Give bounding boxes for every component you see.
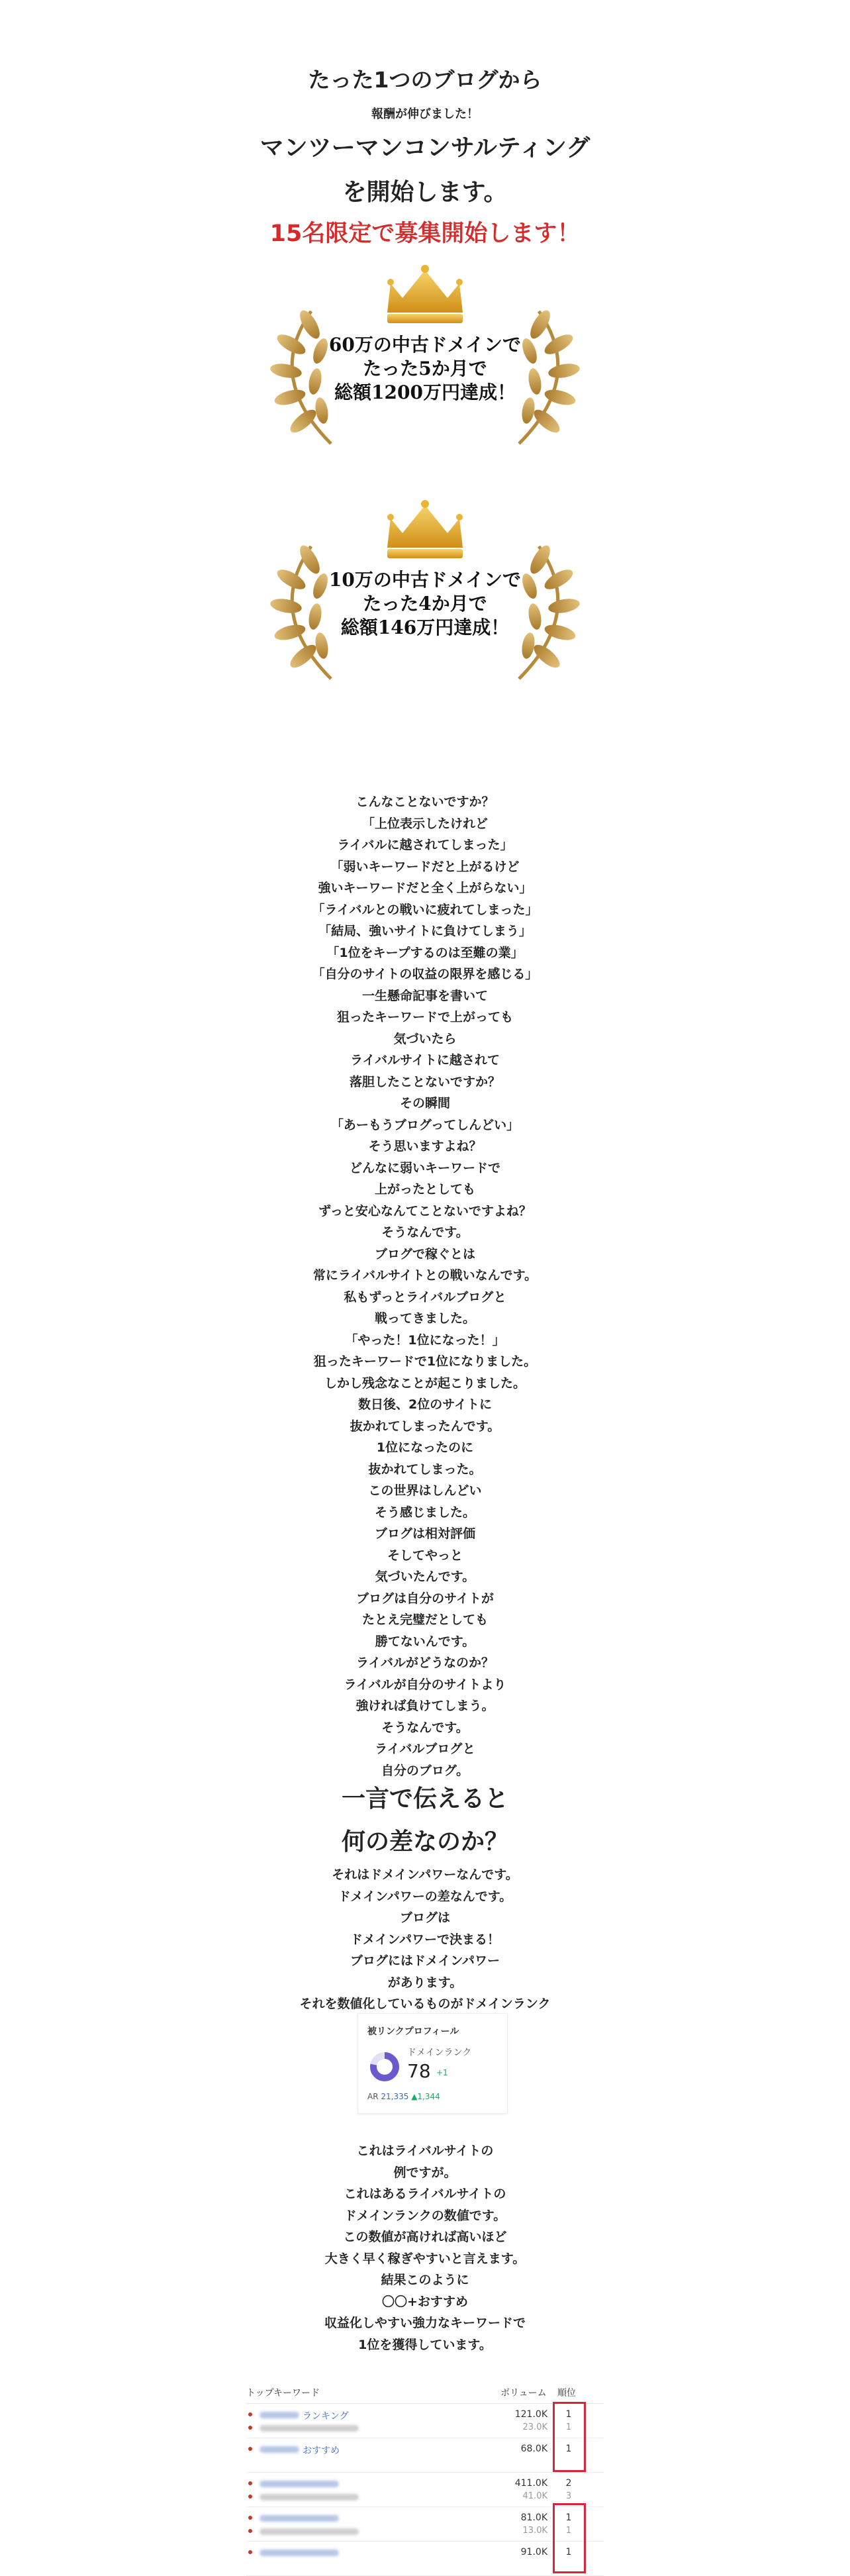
hero-line-2: 報酬が伸びました！ xyxy=(371,107,479,121)
volume-value: 68.0K xyxy=(520,2444,547,2454)
hero-limited-offer: 15名限定で募集開始します！ xyxy=(269,221,581,247)
domain-rank-delta: +1 xyxy=(436,2068,448,2077)
blurred-keyword xyxy=(260,2481,339,2487)
rank-sub-value: 1 xyxy=(565,2422,572,2432)
ar-value: 21,335 xyxy=(381,2092,409,2101)
story-line: 「やった！1位になった！」 xyxy=(345,1332,505,1348)
blurred-keyword xyxy=(260,2528,359,2535)
award-2-text xyxy=(252,568,598,640)
award-badge-1 xyxy=(252,252,598,450)
bullet-icon xyxy=(248,2426,252,2430)
header-volume: ボリューム xyxy=(500,2388,547,2399)
story-line: 抜かれてしまった。 xyxy=(368,1461,482,1477)
table-row xyxy=(246,2542,604,2576)
volume-sub-value: 23.0K xyxy=(522,2422,547,2432)
story-line: そう感じました。 xyxy=(374,1505,475,1520)
bullet-icon xyxy=(248,2412,252,2416)
keyword-text[interactable]: おすすめ xyxy=(303,2446,340,2456)
bullet-icon xyxy=(248,2529,252,2533)
story-line: しかし残念なことが起こりました。 xyxy=(324,1375,526,1391)
award-2-line-3: 総額146万円達成！ xyxy=(340,617,510,638)
ar-delta: ▲1,344 xyxy=(411,2092,440,2101)
bullet-icon xyxy=(248,2516,252,2520)
answer-line: それを数値化しているものがドメインランク xyxy=(299,1997,551,2011)
top-keywords-table xyxy=(246,2381,604,2576)
story-line: その瞬間 xyxy=(399,1096,450,1111)
story-line: 強いキーワードだと全く上がらない」 xyxy=(318,881,532,895)
rank-value: 1 xyxy=(565,2512,572,2523)
award-1-line-1: 60万の中古ドメインで xyxy=(328,334,522,356)
story-line: 戦ってきました。 xyxy=(374,1311,475,1326)
story-line: 数日後、2位のサイトに xyxy=(358,1397,492,1412)
explain-line: 結果このように xyxy=(381,2273,469,2287)
story-section xyxy=(0,791,850,1781)
story-line: 常にライバルサイトとの戦いなんです。 xyxy=(312,1268,538,1283)
blurred-keyword xyxy=(260,2515,339,2522)
story-line: そうなんです。 xyxy=(381,1720,469,1735)
backlink-profile-card xyxy=(357,2013,508,2114)
story-line: 「1位をキープするのは至難の業」 xyxy=(326,945,524,960)
domain-rank-label: ドメインランク xyxy=(407,2048,472,2058)
story-line: 気づいたんです。 xyxy=(375,1569,475,1584)
answer-line: ドメインパワーで決まる！ xyxy=(350,1932,500,1947)
question-line-2: 何の差なのか？ xyxy=(341,1828,508,1856)
story-line: そうなんです。 xyxy=(381,1225,469,1240)
hero-line-1: たった1つのブログから xyxy=(308,67,542,93)
bullet-icon xyxy=(248,2495,252,2499)
story-line: 1位になったのに xyxy=(376,1440,474,1455)
story-line: そう思いますよね？ xyxy=(368,1139,482,1154)
story-line: 「上位表示したけれど xyxy=(361,816,488,831)
story-line: 勝てないんです。 xyxy=(375,1634,475,1649)
explain-line: この数値が高ければ高いほど xyxy=(343,2230,507,2244)
award-2-line-2: たった4か月で xyxy=(363,593,487,615)
story-line: ライバルが自分のサイトより xyxy=(344,1677,506,1692)
explain-line: 収益化しやすい強力なキーワードで xyxy=(324,2316,526,2330)
story-line: ブログは自分のサイトが xyxy=(356,1591,494,1606)
story-line: 狙ったキーワードで上がっても xyxy=(336,1010,513,1024)
story-line: ライバルがどうなのか？ xyxy=(355,1656,495,1670)
table-row xyxy=(246,2507,604,2542)
blurred-keyword xyxy=(260,2446,299,2453)
domain-rank-ring-icon xyxy=(369,2051,401,2083)
bullet-icon xyxy=(248,2481,252,2485)
explain-line: これはあるライバルサイトの xyxy=(344,2187,506,2201)
story-line: こんなことないですか？ xyxy=(355,795,495,809)
volume-sub-value: 13.0K xyxy=(522,2526,547,2536)
header-rank: 順位 xyxy=(557,2388,576,2399)
header-keyword: トップキーワード xyxy=(246,2388,320,2399)
volume-value: 81.0K xyxy=(520,2512,547,2523)
table-header xyxy=(246,2381,604,2404)
explain-line: これはライバルサイトの xyxy=(356,2144,494,2158)
answer-section xyxy=(0,1864,850,2015)
story-line: 私もずっとライバルブログと xyxy=(344,1289,506,1305)
keyword-text[interactable]: ランキング xyxy=(303,2411,349,2422)
answer-line: ブログは xyxy=(399,1910,450,1925)
explain-line: 例ですが。 xyxy=(393,2165,457,2180)
award-1-line-2: たった5か月で xyxy=(363,358,487,379)
answer-line: ドメインパワーの差なんです。 xyxy=(338,1889,512,1904)
rank-value: 2 xyxy=(565,2478,572,2489)
story-line: 抜かれてしまったんです。 xyxy=(350,1418,500,1434)
story-line: ブログは相対評価 xyxy=(374,1526,475,1541)
story-line: 「自分のサイトの収益の限界を感じる」 xyxy=(312,967,538,981)
answer-line: それはドメインパワーなんです。 xyxy=(332,1867,518,1882)
hero-line-4: を開始します。 xyxy=(342,179,508,206)
story-line: 「ライバルとの戦いに疲れてしまった」 xyxy=(312,902,538,917)
story-line: 「結局、強いサイトに負けてしまう」 xyxy=(318,924,532,938)
card-title: 被リンクプロフィール xyxy=(367,2026,459,2037)
blurred-keyword xyxy=(260,2425,359,2432)
story-line: 気づいたら xyxy=(393,1031,457,1046)
answer-line: ブログにはドメインパワー xyxy=(350,1954,500,1968)
table-row xyxy=(246,2404,604,2438)
question-line-1: 一言で伝えると xyxy=(341,1785,508,1812)
story-line: この世界はしんどい xyxy=(368,1483,482,1498)
story-line: ライバルブログと xyxy=(375,1742,475,1756)
story-line: 落胆したことないですか？ xyxy=(349,1074,500,1089)
table-body xyxy=(246,2404,604,2576)
story-line: 強ければ負けてしまう。 xyxy=(355,1699,495,1713)
volume-value: 91.0K xyxy=(520,2547,547,2557)
story-line: 「弱いキーワードだと上がるけど xyxy=(330,859,520,874)
table-row xyxy=(246,2473,604,2507)
award-2-line-1: 10万の中古ドメインで xyxy=(328,569,522,591)
ar-row xyxy=(367,2092,440,2101)
explain-line: 1位を獲得しています。 xyxy=(358,2337,492,2352)
story-line: そしてやっと xyxy=(387,1548,463,1563)
blurred-keyword xyxy=(260,2412,299,2418)
story-line: たとえ完璧だとしても xyxy=(361,1612,488,1627)
story-line: ずっと安心なんてことないですよね？ xyxy=(318,1203,532,1218)
hero-line-3: マンツーマンコンサルティング xyxy=(260,134,590,162)
story-line: ブログで稼ぐとは xyxy=(374,1246,475,1262)
domain-rank-value: 78 xyxy=(407,2060,431,2082)
story-line: 自分のブログ。 xyxy=(381,1763,469,1778)
rank-highlight-box xyxy=(553,2402,586,2472)
explain-line: 大きく早く稼ぎやすいと言えます。 xyxy=(324,2251,526,2266)
award-1-line-3: 総額1200万円達成！ xyxy=(334,381,516,403)
explain-section xyxy=(0,2140,850,2355)
story-line: ライバルサイトに越されて xyxy=(350,1053,500,1067)
volume-value: 121.0K xyxy=(514,2409,547,2420)
rank-value: 1 xyxy=(565,2547,572,2557)
story-line: 「あーもうブログってしんどい」 xyxy=(330,1117,520,1132)
ar-label: AR xyxy=(367,2092,379,2101)
story-line: 狙ったキーワードで1位になりました。 xyxy=(313,1354,537,1369)
award-1-text xyxy=(252,333,598,405)
answer-line: があります。 xyxy=(387,1975,463,1990)
rank-sub-value: 1 xyxy=(565,2526,572,2536)
story-line: 上がったとしても xyxy=(374,1182,475,1197)
award-badge-2 xyxy=(252,487,598,685)
blurred-keyword xyxy=(260,2494,359,2501)
rank-highlight-box xyxy=(553,2503,586,2573)
volume-sub-value: 41.0K xyxy=(522,2491,547,2501)
story-line: どんなに弱いキーワードで xyxy=(349,1160,500,1175)
explain-line: 〇〇+おすすめ xyxy=(381,2294,469,2309)
story-line: ライバルに越されてしまった」 xyxy=(337,838,513,852)
rank-value: 1 xyxy=(565,2409,572,2420)
volume-value: 411.0K xyxy=(514,2478,547,2489)
table-row xyxy=(246,2438,604,2473)
rank-value: 1 xyxy=(565,2444,572,2454)
explain-line: ドメインランクの数値です。 xyxy=(344,2208,506,2223)
rank-sub-value: 3 xyxy=(565,2491,572,2501)
bullet-icon xyxy=(248,2447,252,2451)
story-line: 一生懸命記事を書いて xyxy=(361,988,488,1003)
